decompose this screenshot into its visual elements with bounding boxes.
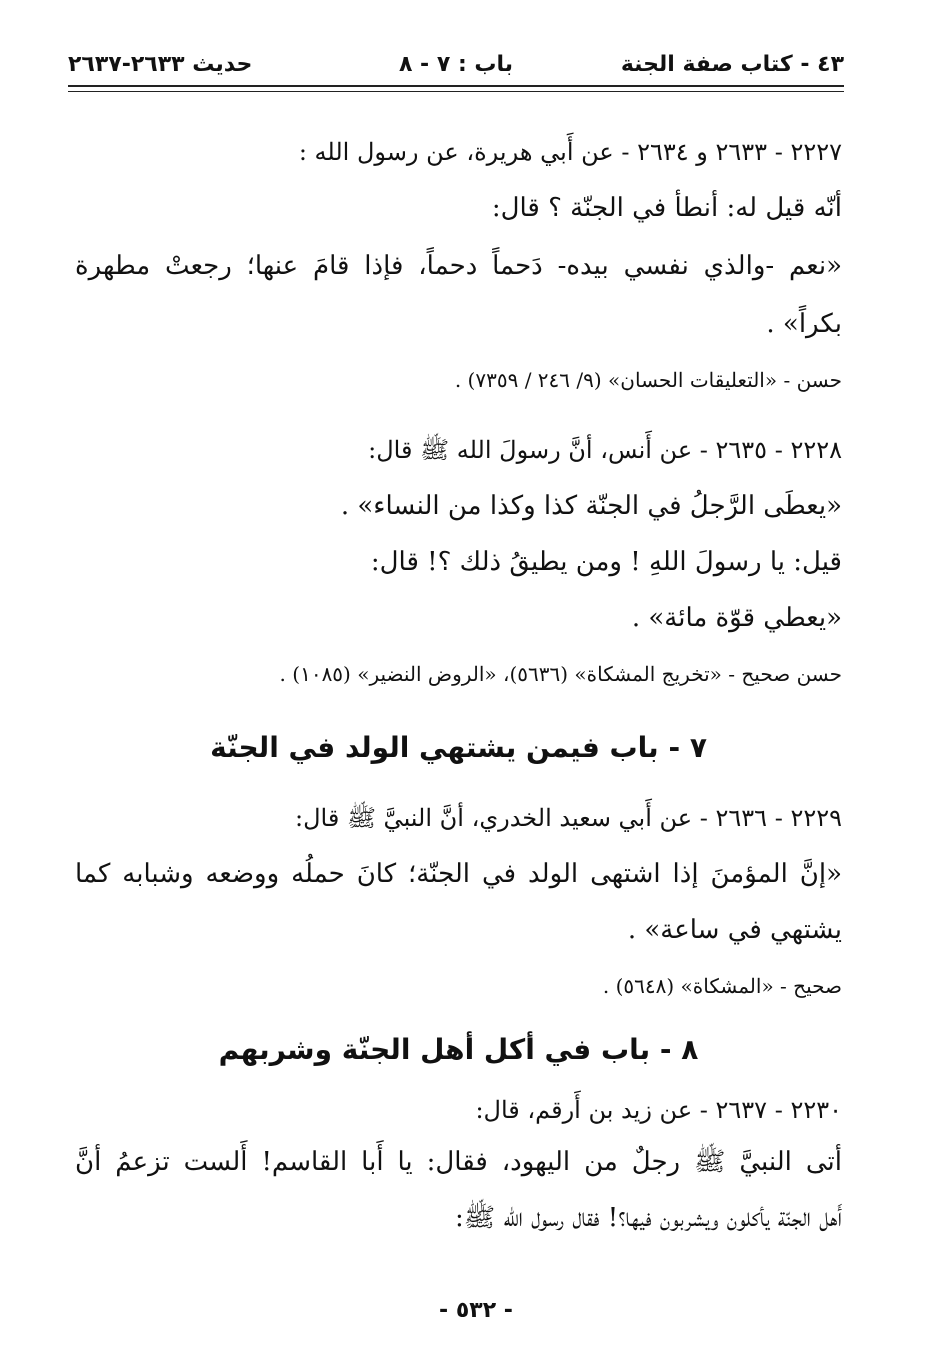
book-title: ٤٣ - كتاب صفة الجنة <box>620 52 844 77</box>
chapter-7-heading: ٧ - باب فيمن يشتهي الولد في الجنّة <box>210 731 707 764</box>
header-rule-thin <box>68 91 844 92</box>
hadith-2230-text-line-1: أتى النبيَّ ﷺ رجلٌ من اليهود، فقال: يا أَبا القاسم! أَلست تزعمُ أنَّ <box>75 1147 842 1177</box>
hadith-2228-text-line-3: «يعطي قوّة مائة» . <box>631 603 842 633</box>
hadith-2230-chain: ٢٢٣٠ - ٢٦٣٧ - عن زيد بن أَرقم، قال: <box>475 1096 842 1124</box>
hadith-2227-chain: ٢٢٢٧ - ٢٦٣٣ و ٢٦٣٤ - عن أَبي هريرة، عن رسول الله : <box>298 138 842 166</box>
chapter-range: باب : ٧ - ٨ <box>398 52 514 77</box>
chapter-8-heading: ٨ - باب في أكل أهل الجنّة وشربهم <box>218 1033 699 1066</box>
hadith-2229-chain: ٢٢٢٩ - ٢٦٣٦ - عن أَبي سعيد الخدري، أنَّ النبيَّ ﷺ قال: <box>295 804 842 832</box>
hadith-2229-grade: صحيح - «المشكاة» (٥٦٤٨) . <box>602 974 842 998</box>
running-header <box>68 38 844 82</box>
header-rule-thick <box>68 85 844 87</box>
hadith-range: حديث ٢٦٣٣-٢٦٣٧ <box>68 52 253 77</box>
hadith-2228-text-line-1: «يعطَى الرَّجلُ في الجنّة كذا وكذا من النساء» . <box>340 491 842 521</box>
page-number: - ٥٣٢ - <box>439 1298 513 1323</box>
hadith-2230-text-line-2: أَهل الجنّة يأكلون ويشربون فيها؟! فقال رسول الله ﷺ: <box>455 1203 842 1233</box>
hadith-2227-text-line-2: بكراً» . <box>766 309 842 339</box>
hadith-2229-text-line-2: يشتهي في ساعة» . <box>627 915 842 945</box>
hadith-2229-text-line-1: «إنَّ المؤمنَ إذا اشتهى الولد في الجنّة؛ كانَ حملُه ووضعه وشبابه كما <box>75 859 842 889</box>
hadith-2227-text-line-1: «نعم -والذي نفسي بيده- دَحماً دحماً، فإذا قامَ عنها؛ رجعتْ مطهرة <box>75 251 842 281</box>
hadith-2228-grade: حسن صحيح - «تخريج المشكاة» (٥٦٣٦)، «الروض النضير» (١٠٨٥) . <box>279 662 842 686</box>
hadith-2227-question: أنّه قيل له: أنطأ في الجنّة ؟ قال: <box>491 193 842 223</box>
hadith-2228-chain: ٢٢٢٨ - ٢٦٣٥ - عن أَنس، أنَّ رسولَ الله ﷺ قال: <box>368 436 842 464</box>
hadith-2228-text-line-2: قيل: يا رسولَ اللهِ ! ومن يطيقُ ذلك ؟! قال: <box>370 547 842 577</box>
hadith-2227-grade: حسن - «التعليقات الحسان» (٩/ ٢٤٦ / ٧٣٥٩) . <box>454 368 842 392</box>
